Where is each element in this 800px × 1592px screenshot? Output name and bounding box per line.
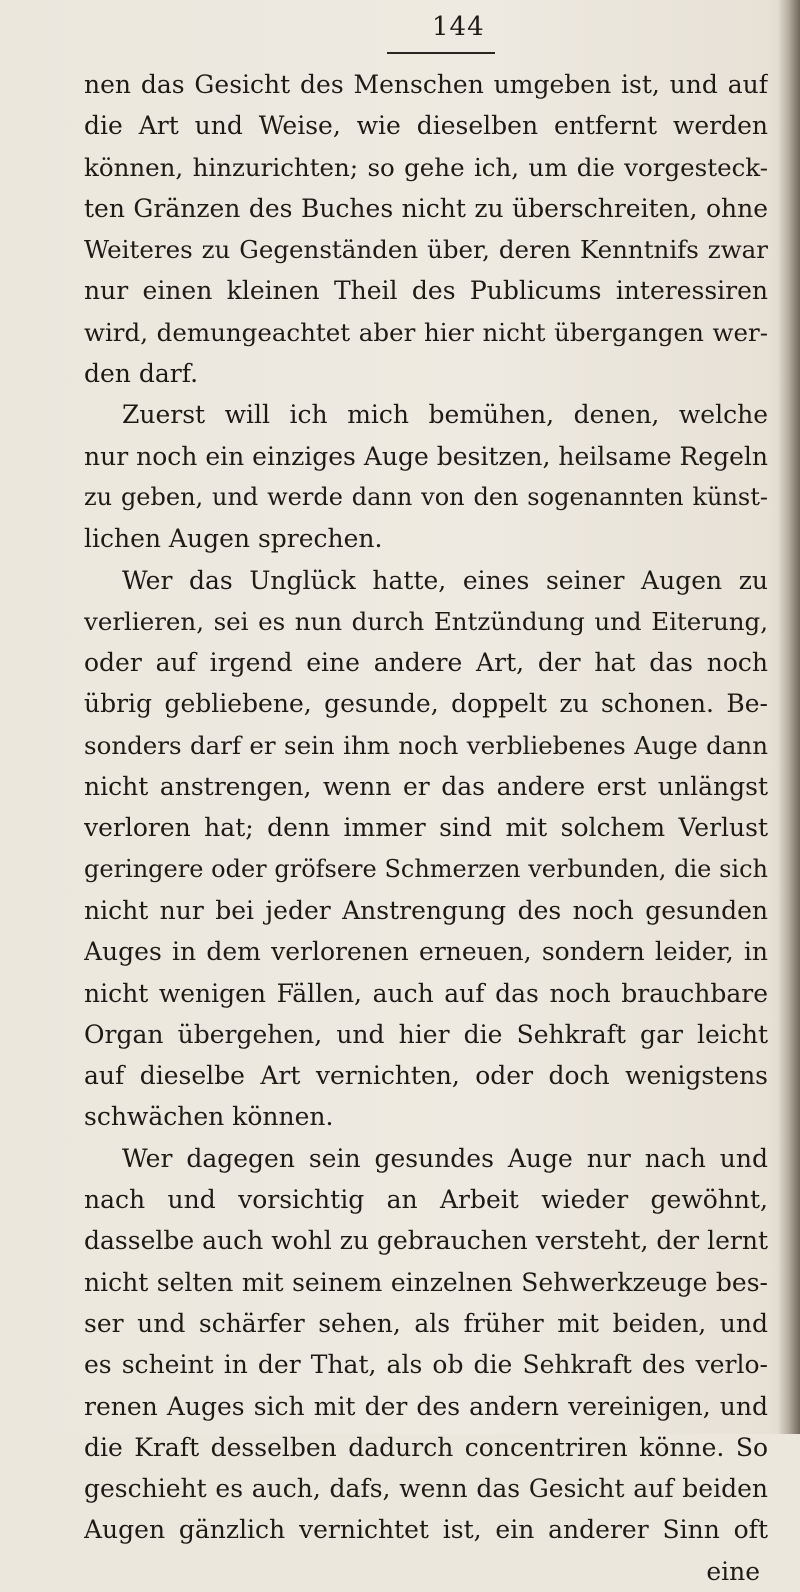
- text-line: renen Auges sich mit der des andern vereinigen, und: [84, 1391, 768, 1421]
- text-line: zu geben, und werde dann von den sogenannten künst-: [84, 482, 768, 511]
- text-line: sonders darf er sein ihm noch verbliebenes Auge dann: [84, 730, 768, 760]
- text-line: nur noch ein einziges Auge besitzen, heilsame Regeln: [84, 441, 768, 471]
- text-line: Weiteres zu Gegenständen über, deren Kenntnifs zwar: [84, 235, 768, 265]
- text-line: nicht anstrengen, wenn er das andere erst unlängst: [84, 772, 768, 802]
- text-line: schwächen können.: [84, 1102, 334, 1132]
- text-line: Auges in dem verlorenen erneuen, sondern leider, in: [84, 937, 768, 967]
- text-line: verlieren, sei es nun durch Entzündung und Eiterung,: [84, 606, 768, 636]
- text-line: geschieht es auch, dafs, wenn das Gesicht auf beiden: [84, 1474, 768, 1504]
- text-line: ser und schärfer sehen, als früher mit beiden, und: [84, 1308, 768, 1338]
- text-line: nach und vorsichtig an Arbeit wieder gewöhnt,: [84, 1185, 768, 1215]
- text-line: nur einen kleinen Theil des Publicums interessiren: [84, 276, 768, 306]
- page-number: 144: [432, 12, 485, 42]
- text-line: es scheint in der That, als ob die Sehkraft des verlo-: [84, 1350, 768, 1380]
- text-line: die Art und Weise, wie dieselben entfernt werden: [84, 111, 768, 141]
- text-line: können, hinzurichten; so gehe ich, um die vorgesteck-: [84, 152, 768, 182]
- text-line: nicht nur bei jeder Anstrengung des noch gesunden: [84, 895, 768, 925]
- text-line: dasselbe auch wohl zu gebrauchen versteht, der lernt: [84, 1226, 768, 1256]
- text-line: auf dieselbe Art vernichten, oder doch wenigstens: [84, 1061, 768, 1091]
- text-line: verloren hat; denn immer sind mit solchem Verlust: [84, 813, 768, 843]
- text-line: nen das Gesicht des Menschen umgeben ist, und auf: [84, 70, 768, 99]
- catchword: eine: [706, 1556, 760, 1586]
- text-line: übrig gebliebene, gesunde, doppelt zu schonen. Be-: [84, 689, 768, 719]
- binding-shadow: [778, 0, 800, 1434]
- text-line: Augen gänzlich vernichtet ist, ein anderer Sinn oft: [84, 1515, 768, 1545]
- text-line: nicht wenigen Fällen, auch auf das noch brauchbare: [84, 978, 768, 1008]
- text-line: oder auf irgend eine andere Art, der hat das noch: [84, 648, 768, 678]
- text-line: Wer das Unglück hatte, eines seiner Augen zu: [122, 565, 768, 595]
- text-line: Organ übergehen, und hier die Sehkraft gar leicht: [84, 1019, 768, 1049]
- text-line: wird, demungeachtet aber hier nicht übergangen wer-: [84, 317, 768, 347]
- text-line: geringere oder gröfsere Schmerzen verbunden, die sich: [84, 854, 768, 883]
- text-line: lichen Augen sprechen.: [84, 524, 383, 554]
- text-line: die Kraft desselben dadurch concentriren könne. So: [84, 1432, 768, 1462]
- text-line: den darf.: [84, 359, 199, 389]
- text-line: ten Gränzen des Buches nicht zu überschreiten, ohne: [84, 193, 768, 223]
- text-line: Zuerst will ich mich bemühen, denen, welche: [122, 400, 768, 430]
- text-line: nicht selten mit seinem einzelnen Sehwerkzeuge bes-: [84, 1267, 768, 1297]
- page-number-rule: [387, 52, 495, 54]
- body-text: [84, 64, 768, 1592]
- text-line: Wer dagegen sein gesundes Auge nur nach und: [122, 1143, 768, 1173]
